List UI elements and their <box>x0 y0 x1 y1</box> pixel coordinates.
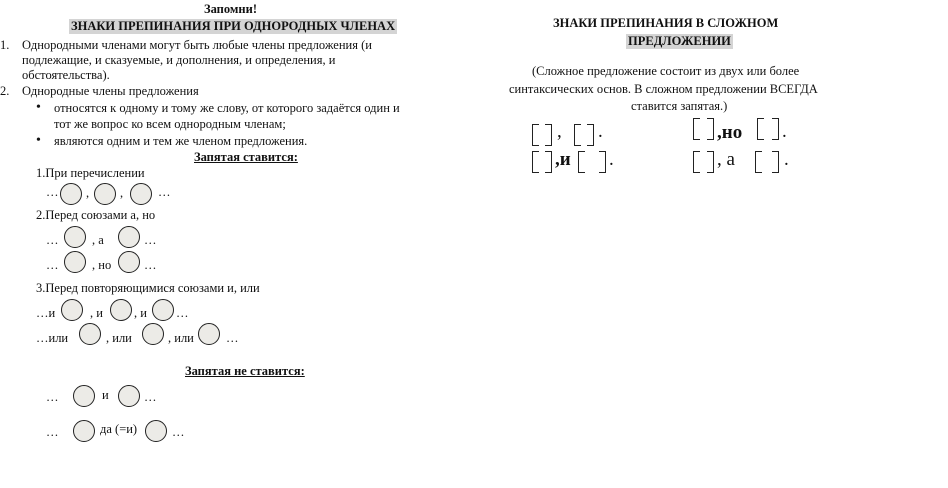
word-circle <box>118 251 140 273</box>
clause-bracket-open <box>578 151 585 173</box>
item-1-number: 1. <box>0 38 10 52</box>
ellipsis: … <box>46 185 59 199</box>
word-circle <box>61 299 83 321</box>
rule-2: 2.Перед союзами а, но <box>36 208 156 222</box>
ellipsis: … <box>46 390 59 404</box>
ellipsis: … <box>144 258 157 272</box>
clause-bracket-close <box>587 124 594 146</box>
clause-conj-i: ,и <box>555 149 571 170</box>
clause-bracket-open <box>757 118 764 140</box>
word-circle <box>64 251 86 273</box>
comma-mark: , <box>86 186 90 200</box>
clause-bracket-close <box>599 151 606 173</box>
clause-period: . <box>609 149 614 170</box>
clause-bracket-close <box>772 118 779 140</box>
word-circle <box>60 183 82 205</box>
clause-bracket-close <box>545 124 552 146</box>
word-circle <box>73 420 95 442</box>
conj-i: , и <box>134 306 147 320</box>
word-circle <box>130 183 152 205</box>
word-circle <box>94 183 116 205</box>
conj-i: , и <box>90 306 103 320</box>
remember-heading: Запомни! <box>204 2 257 16</box>
word-circle <box>145 420 167 442</box>
clause-bracket-open <box>693 118 700 140</box>
bullet-2-marker: • <box>36 133 41 148</box>
conj-ili: , или <box>168 331 194 345</box>
bullet-1-marker: • <box>36 100 41 115</box>
rule-3: 3.Перед повторяющимися союзами и, или <box>36 281 260 295</box>
conj-ili-lead: …или <box>36 331 69 345</box>
bullet-2-text: являются одним и тем же членом предложения. <box>54 134 308 148</box>
ellipsis: … <box>144 390 157 404</box>
conj-a: , а <box>92 233 104 247</box>
clause-bracket-open <box>693 151 700 173</box>
right-desc-line-2: синтаксических основ. В сложном предложении ВСЕГДА <box>509 82 818 96</box>
word-circle <box>79 323 101 345</box>
clause-bracket-open <box>574 124 581 146</box>
clause-bracket-close <box>707 151 714 173</box>
ellipsis: … <box>226 331 239 345</box>
ellipsis: … <box>46 425 59 439</box>
clause-bracket-close <box>772 151 779 173</box>
item-1-line-1: Однородными членами могут быть любые члены предложения (и <box>22 38 372 52</box>
item-2-number: 2. <box>0 84 10 98</box>
right-desc-line-3: ставится запятая.) <box>631 99 728 113</box>
clause-conj-no: ,но <box>717 122 743 143</box>
ellipsis: … <box>46 233 59 247</box>
conj-i-no-comma: и <box>102 388 109 402</box>
bullet-1-line-2: тот же вопрос ко всем однородным членам; <box>54 117 286 131</box>
word-circle <box>142 323 164 345</box>
clause-bracket-open <box>755 151 762 173</box>
ellipsis: … <box>46 258 59 272</box>
no-comma-heading: Запятая не ставится: <box>185 364 305 378</box>
right-title-line-2: ПРЕДЛОЖЕНИИ <box>628 34 731 48</box>
comma-heading: Запятая ставится: <box>194 150 298 164</box>
item-2-text: Однородные члены предложения <box>22 84 199 98</box>
clause-bracket-close <box>545 151 552 173</box>
conj-da: да (=и) <box>100 422 138 436</box>
conj-i-lead: …и <box>36 306 56 320</box>
item-1-line-2: подлежащие, и сказуемые, и дополнения, и определения, и <box>22 53 336 67</box>
comma-mark: , <box>120 186 124 200</box>
clause-bracket-open <box>532 151 539 173</box>
word-circle <box>73 385 95 407</box>
word-circle <box>198 323 220 345</box>
conj-ili: , или <box>106 331 132 345</box>
ellipsis: … <box>144 233 157 247</box>
right-desc-line-1: (Сложное предложение состоит из двух или более <box>532 64 800 78</box>
clause-period: . <box>598 121 603 142</box>
rule-1: 1.При перечислении <box>36 166 145 180</box>
ellipsis: … <box>176 306 189 320</box>
ellipsis: … <box>172 425 185 439</box>
clause-bracket-close <box>707 118 714 140</box>
clause-period: . <box>784 149 789 170</box>
word-circle <box>118 385 140 407</box>
clause-period: . <box>782 121 787 142</box>
clause-comma: , <box>557 121 562 142</box>
word-circle <box>110 299 132 321</box>
ellipsis: … <box>158 185 171 199</box>
word-circle <box>64 226 86 248</box>
word-circle <box>118 226 140 248</box>
word-circle <box>152 299 174 321</box>
left-title: ЗНАКИ ПРЕПИНАНИЯ ПРИ ОДНОРОДНЫХ ЧЛЕНАХ <box>71 19 396 33</box>
clause-conj-a: , а <box>717 149 735 170</box>
right-title-line-1: ЗНАКИ ПРЕПИНАНИЯ В СЛОЖНОМ <box>553 16 779 30</box>
conj-no: , но <box>92 258 112 272</box>
clause-bracket-open <box>532 124 539 146</box>
bullet-1-line-1: относятся к одному и тому же слову, от которого задаётся один и <box>54 101 400 115</box>
item-1-line-3: обстоятельства). <box>22 68 110 82</box>
